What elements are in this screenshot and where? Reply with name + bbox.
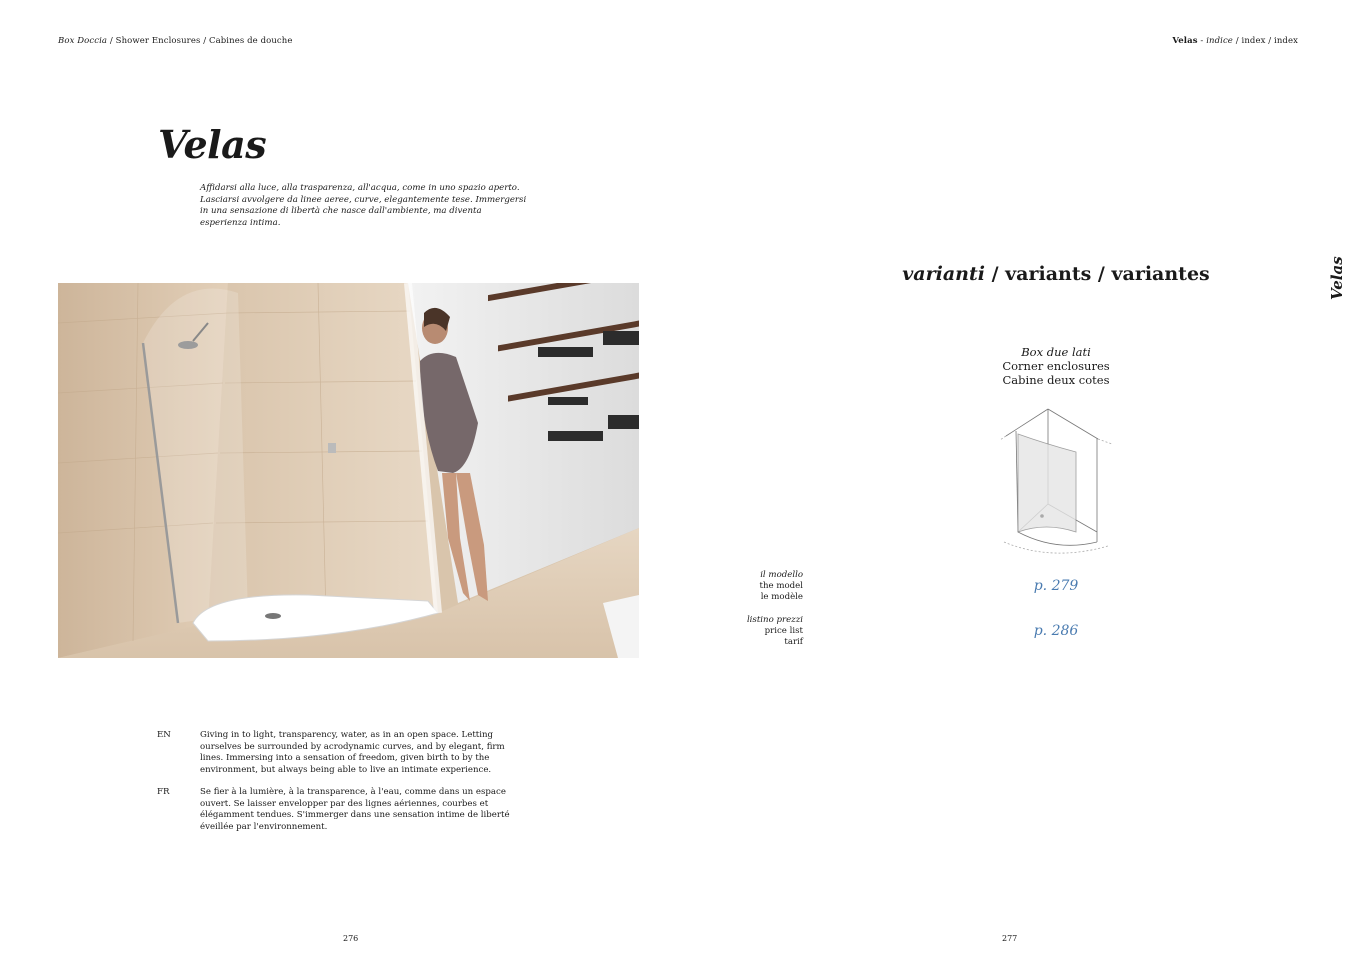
variant-label-it: Box due lati [1021, 345, 1091, 359]
model-label-it: il modello [760, 570, 803, 580]
variants-heading [856, 263, 1256, 285]
price-label-it: listino prezzi [746, 615, 803, 625]
page-number-left: 276 [343, 934, 359, 943]
price-label-fr: tarif [784, 636, 803, 647]
page-number-right: 277 [1002, 934, 1018, 943]
header-section-rest: / Shower Enclosures / Cabines de douche [107, 36, 293, 46]
price-label-en: price list [764, 625, 803, 636]
enclosure-line-drawing [996, 404, 1116, 554]
model-ref-label [700, 570, 803, 602]
description-en: Giving in to light, transparency, water, as in an open space. Letting ourselves be surrounded by acrodynamic curves, and by elegant, firm lines. Immersing into a sensation of freedom, given birth to by the environment, but always being able to live an intimate experience. [200, 730, 505, 775]
header-breadcrumb [58, 36, 292, 46]
header-sep: - [1197, 36, 1207, 46]
model-label-en: the model [759, 580, 803, 591]
variants-heading-it: varianti [902, 263, 985, 285]
model-page-link[interactable]: p. 279 [1033, 578, 1079, 594]
side-tab-label: Velas [1328, 256, 1346, 300]
variant-box-label [956, 345, 1156, 387]
intro-italian: Affidarsi alla luce, alla trasparenza, all'acqua, come in uno spazio aperto. Lasciarsi avvolgere da linee aeree, curve, elegantemente tese. Immergersi in una sensazione di libertà che nasce dall'ambiente, ma diventa esperienza intima. [200, 183, 527, 228]
header-index-nav [1172, 36, 1298, 46]
shower-scene-illustration [58, 283, 639, 658]
price-ref-label [700, 615, 803, 647]
index-link-it[interactable]: indice [1206, 36, 1233, 46]
variant-label-en: Corner enclosures [1002, 359, 1110, 373]
lang-code-fr: FR [157, 787, 170, 797]
header-product-name: Velas [1172, 36, 1198, 46]
index-link-rest[interactable]: / index / index [1232, 36, 1298, 46]
price-page-link[interactable]: p. 286 [1033, 623, 1079, 639]
page-title: Velas [158, 122, 267, 167]
variant-label-fr: Cabine deux cotes [1002, 373, 1110, 387]
header-section: Box Doccia [58, 36, 108, 46]
model-label-fr: le modèle [760, 591, 803, 602]
corner-enclosure-drawing [996, 404, 1116, 554]
description-fr: Se fier à la lumière, à la transparence, à l'eau, comme dans un espace ouvert. Se laisser envelopper par des lignes aériennes, courbes et élégamment tendues. S'immerger dans une sensation intime de liberté éveillée par l'environnement. [200, 787, 510, 832]
variants-heading-rest: / variants / variantes [984, 263, 1210, 285]
side-tab [1326, 256, 1346, 308]
lang-code-en: EN [157, 730, 171, 740]
product-photo [58, 283, 639, 658]
